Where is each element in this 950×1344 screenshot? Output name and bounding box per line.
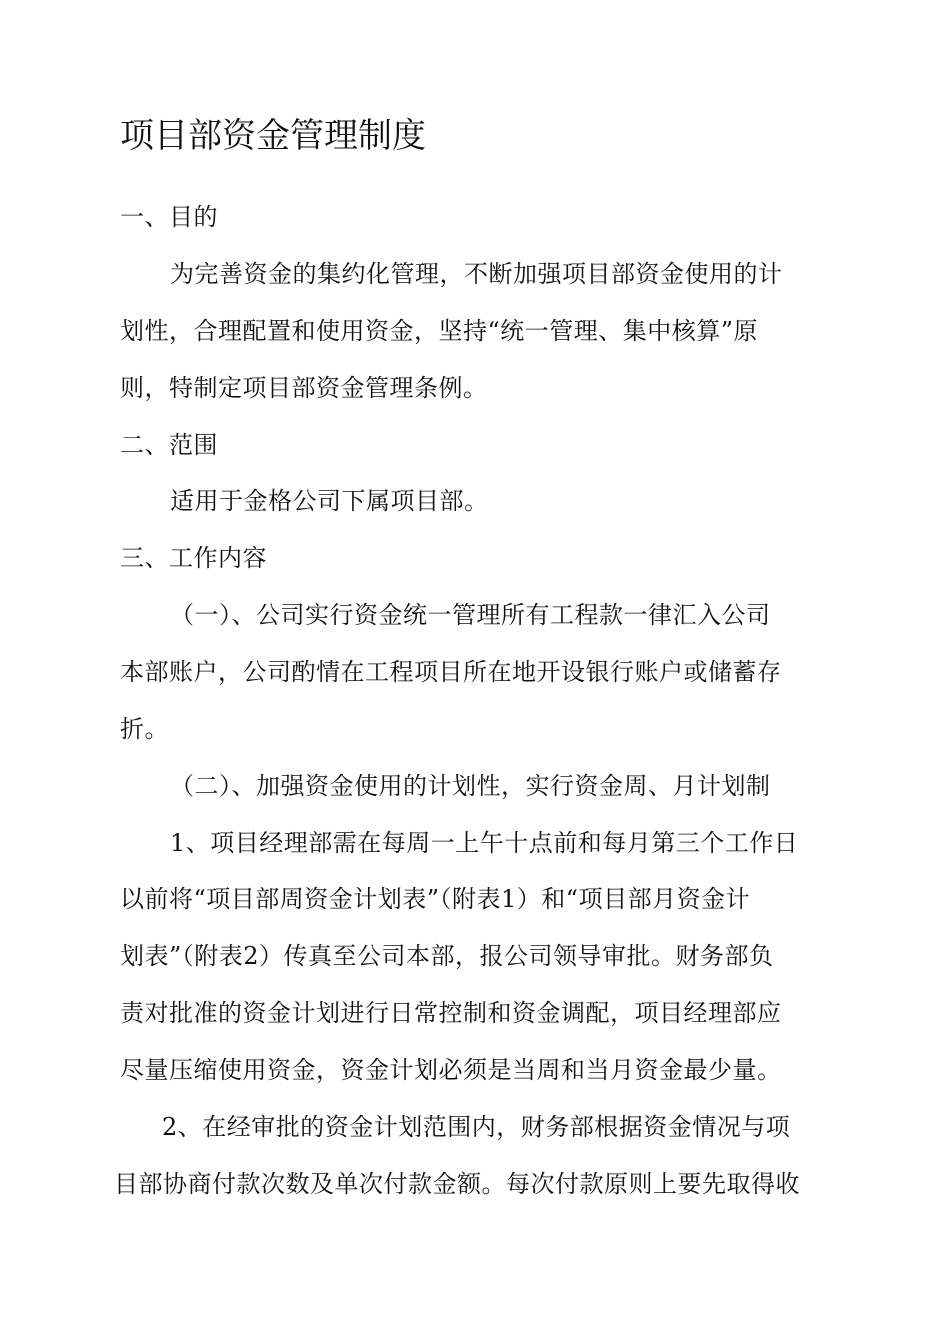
- paragraph-line: （一）、公司实行资金统一管理所有工程款一律汇入公司: [170, 601, 771, 629]
- paragraph-line: 则，特制定项目部资金管理条例。: [120, 374, 488, 402]
- paragraph-line: 适用于金格公司下属项目部。: [170, 487, 489, 515]
- paragraph-line: 折。: [120, 715, 169, 743]
- document-title: 项目部资金管理制度: [120, 116, 426, 156]
- paragraph-line: （二）、加强资金使用的计划性，实行资金周、月计划制: [170, 772, 771, 800]
- paragraph-line: 本部账户，公司酌情在工程项目所在地开设银行账户或储蓄存: [120, 658, 782, 686]
- paragraph-line: 为完善资金的集约化管理，不断加强项目部资金使用的计: [170, 260, 783, 288]
- paragraph-line: 划性，合理配置和使用资金，坚持“统一管理、集中核算”原: [120, 317, 759, 345]
- paragraph-line: 尽量压缩使用资金，资金计划必须是当周和当月资金最少量。: [120, 1056, 782, 1084]
- paragraph-line: 责对批准的资金计划进行日常控制和资金调配，项目经理部应: [120, 999, 782, 1027]
- paragraph-line: 目部协商付款次数及单次付款金额。每次付款原则上要先取得收: [114, 1170, 800, 1198]
- paragraph-line: 划表”（附表2）传真至公司本部，报公司领导审批。财务部负: [120, 942, 774, 970]
- paragraph-line: 以前将“项目部周资金计划表”（附表1）和“项目部月资金计: [120, 885, 751, 913]
- section-heading-scope: 二、范围: [120, 431, 218, 459]
- paragraph-line: 1、项目经理部需在每周一上午十点前和每月第三个工作日: [170, 829, 799, 857]
- paragraph-line: 2、在经审批的资金计划范围内，财务部根据资金情况与项: [162, 1113, 791, 1141]
- section-heading-work-content: 三、工作内容: [120, 544, 267, 572]
- section-heading-purpose: 一、目的: [120, 203, 218, 231]
